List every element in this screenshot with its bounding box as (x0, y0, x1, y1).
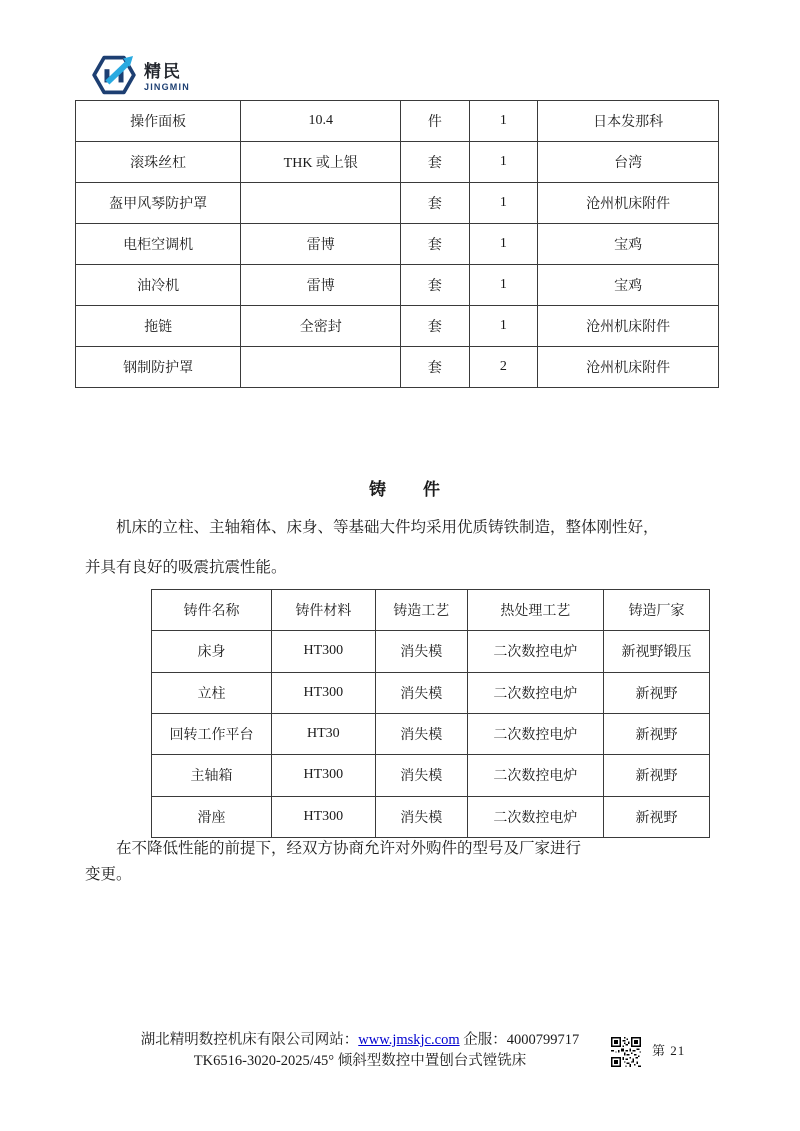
part-name-cell: 拖链 (76, 306, 241, 347)
casting-heat-cell: 二次数控电炉 (467, 631, 603, 672)
casting-name-cell: 滑座 (152, 796, 272, 837)
part-spec-cell: 雷博 (241, 224, 401, 265)
casting-heat-cell: 二次数控电炉 (467, 755, 603, 796)
page-number: 第 21 (652, 1043, 686, 1058)
part-spec-cell: 全密封 (241, 306, 401, 347)
table-row (76, 101, 719, 142)
casting-heat-cell: 二次数控电炉 (467, 796, 603, 837)
paragraph-line: 机床的立柱、主轴箱体、床身、等基础大件均采用优质铸铁制造，整体刚性好， (116, 519, 659, 536)
table-row (76, 306, 719, 347)
casting-heat-cell: 二次数控电炉 (467, 672, 603, 713)
column-header: 铸件材料 (271, 590, 375, 631)
part-qty-cell: 1 (469, 101, 538, 142)
company-site-label: 湖北精明数控机床有限公司网站： (140, 1032, 359, 1048)
brand-name-en: JINGMIN (144, 82, 190, 92)
part-name-cell: 油冷机 (76, 265, 241, 306)
casting-process-cell: 消失模 (375, 672, 467, 713)
table-row (76, 224, 719, 265)
part-qty-cell: 2 (469, 347, 538, 388)
casting-name-cell: 回转工作平台 (152, 713, 272, 754)
part-qty-cell: 1 (469, 306, 538, 347)
column-header: 热处理工艺 (467, 590, 603, 631)
part-unit-cell: 套 (401, 265, 469, 306)
casting-factory-cell: 新视野锻压 (603, 631, 709, 672)
casting-factory-cell: 新视野 (603, 796, 709, 837)
part-name-cell: 钢制防护罩 (76, 347, 241, 388)
service-phone: 4000799717 (506, 1032, 580, 1048)
part-source-cell: 宝鸡 (538, 224, 719, 265)
table-row (76, 347, 719, 388)
part-qty-cell: 1 (469, 183, 538, 224)
page-footer (100, 1030, 620, 1072)
paragraph-line: 并具有良好的吸震抗震性能。 (85, 559, 287, 576)
part-spec-cell: 10.4 (241, 101, 401, 142)
part-source-cell: 沧州机床附件 (538, 347, 719, 388)
part-source-cell: 台湾 (538, 142, 719, 183)
qr-code (611, 1037, 641, 1067)
casting-material-cell: HT300 (271, 755, 375, 796)
table-row (76, 142, 719, 183)
column-header: 铸件名称 (152, 590, 272, 631)
part-spec-cell (241, 183, 401, 224)
column-header: 铸造厂家 (603, 590, 709, 631)
casting-material-cell: HT30 (271, 713, 375, 754)
table-row (152, 713, 710, 754)
part-name-cell: 电柜空调机 (76, 224, 241, 265)
part-spec-cell: 雷博 (241, 265, 401, 306)
casting-name-cell: 立柱 (152, 672, 272, 713)
casting-material-cell: HT300 (271, 631, 375, 672)
paragraph-line: 在不降低性能的前提下，经双方协商允许对外购件的型号及厂家进行 (116, 840, 582, 857)
part-name-cell: 盔甲风琴防护罩 (76, 183, 241, 224)
part-unit-cell: 套 (401, 183, 469, 224)
part-unit-cell: 套 (401, 142, 469, 183)
part-unit-cell: 套 (401, 306, 469, 347)
part-qty-cell: 1 (469, 224, 538, 265)
purchased-parts-table (75, 100, 719, 388)
part-name-cell: 滚珠丝杠 (76, 142, 241, 183)
part-qty-cell: 1 (469, 142, 538, 183)
casting-process-cell: 消失模 (375, 796, 467, 837)
section-title-castings: 铸 件 (369, 480, 441, 499)
change-note-paragraph (85, 836, 721, 888)
part-unit-cell: 套 (401, 347, 469, 388)
part-unit-cell: 套 (401, 224, 469, 265)
table-row (76, 183, 719, 224)
company-logo (90, 52, 190, 103)
casting-table (151, 589, 710, 838)
casting-process-cell: 消失模 (375, 713, 467, 754)
casting-material-cell: HT300 (271, 672, 375, 713)
part-source-cell: 日本发那科 (538, 101, 719, 142)
table-row (152, 755, 710, 796)
footer-contact-line (100, 1030, 620, 1051)
logo-text (144, 63, 190, 92)
part-name-cell: 操作面板 (76, 101, 241, 142)
casting-factory-cell: 新视野 (603, 755, 709, 796)
part-spec-cell (241, 347, 401, 388)
part-source-cell: 宝鸡 (538, 265, 719, 306)
column-header: 铸造工艺 (375, 590, 467, 631)
table-row (76, 265, 719, 306)
part-qty-cell: 1 (469, 265, 538, 306)
casting-factory-cell: 新视野 (603, 713, 709, 754)
casting-name-cell: 床身 (152, 631, 272, 672)
casting-material-cell: HT300 (271, 796, 375, 837)
machine-model-line: TK6516-3020-2025/45° 倾斜型数控中置刨台式镗铣床 (193, 1053, 527, 1069)
casting-intro-paragraph (85, 508, 721, 588)
table-header-row (152, 590, 710, 631)
website-link[interactable]: www.jmskjc.com (358, 1032, 460, 1048)
casting-heat-cell: 二次数控电炉 (467, 713, 603, 754)
paragraph-line: 变更。 (85, 866, 132, 883)
table-row (152, 631, 710, 672)
hexagon-logo-icon (90, 52, 138, 103)
casting-process-cell: 消失模 (375, 755, 467, 796)
part-source-cell: 沧州机床附件 (538, 306, 719, 347)
part-spec-cell: THK 或上银 (241, 142, 401, 183)
part-source-cell: 沧州机床附件 (538, 183, 719, 224)
part-unit-cell: 件 (401, 101, 469, 142)
casting-process-cell: 消失模 (375, 631, 467, 672)
service-label: 企服： (463, 1032, 507, 1048)
brand-name-cn: 精民 (144, 62, 182, 81)
table-row (152, 672, 710, 713)
casting-name-cell: 主轴箱 (152, 755, 272, 796)
table-row (152, 796, 710, 837)
casting-factory-cell: 新视野 (603, 672, 709, 713)
